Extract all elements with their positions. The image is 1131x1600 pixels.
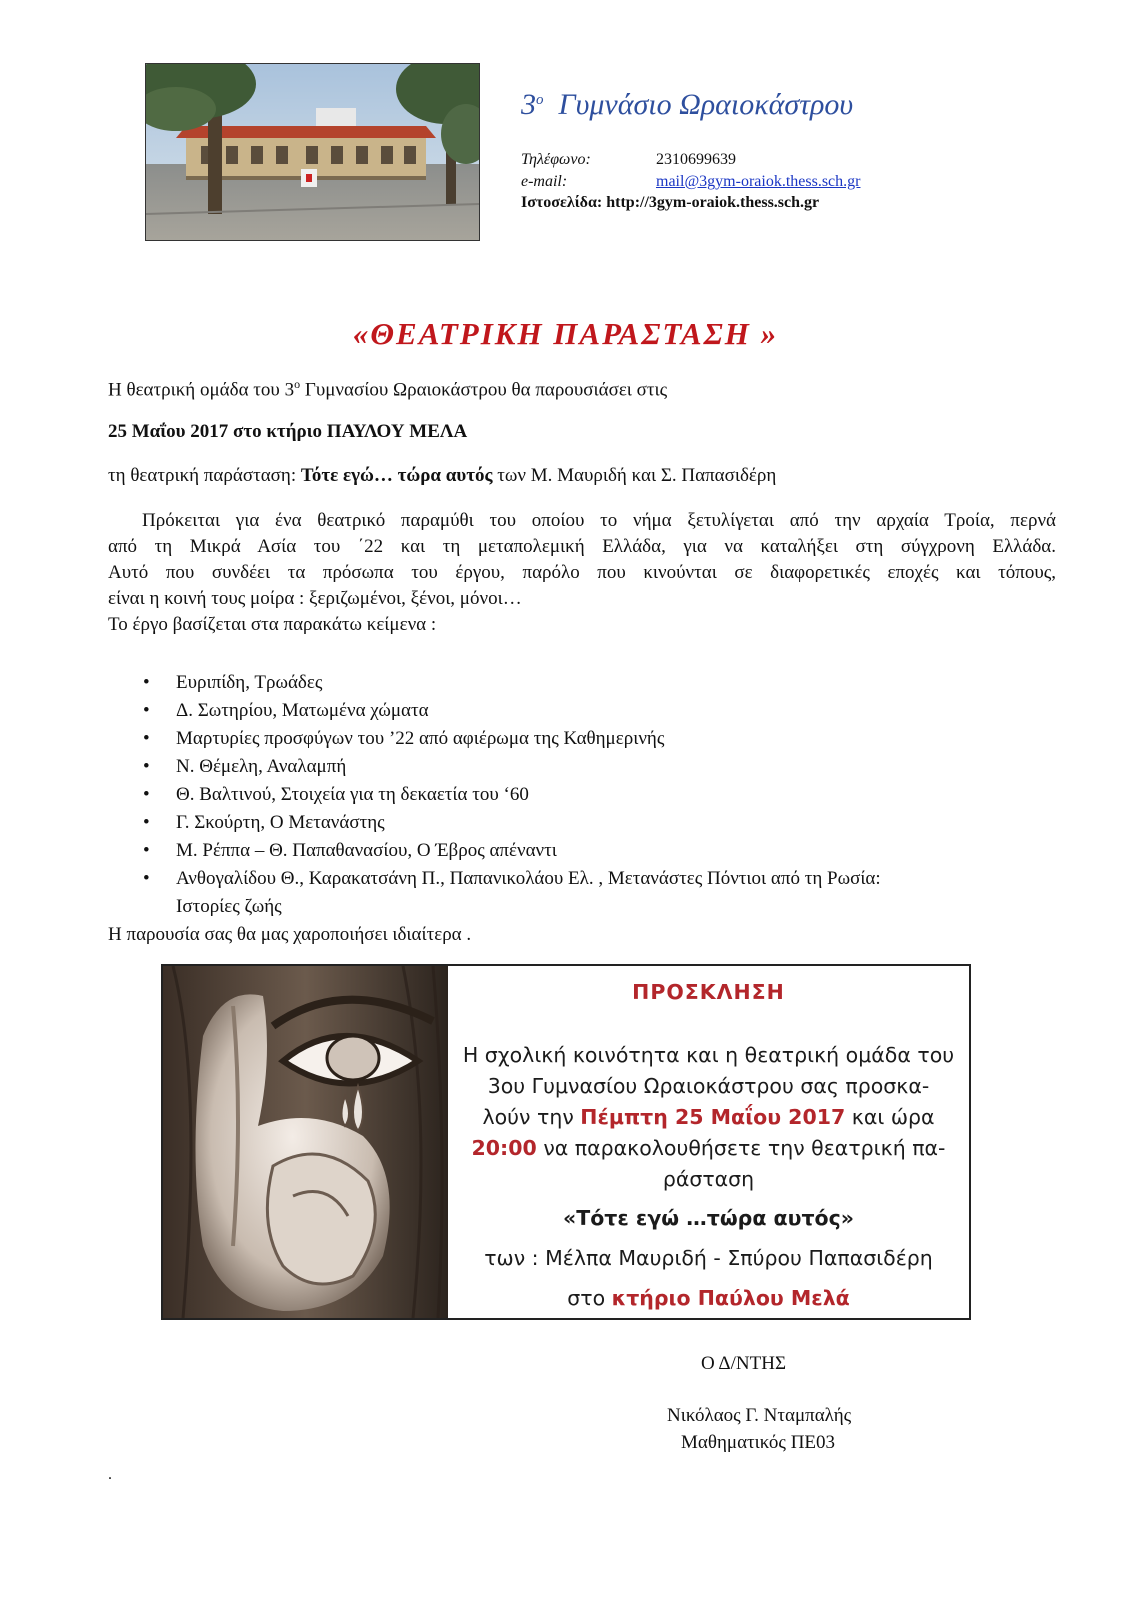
list-item: • Γ. Σκούρτη, Ο Μετανάστης [143, 812, 385, 833]
document-title: «ΘΕΑΤΡΙΚΗ ΠΑΡΑΣΤΑΣΗ » [352, 316, 779, 351]
list-item: • Ευριπίδη, Τρωάδες [143, 672, 323, 693]
contact-phone [521, 151, 736, 169]
invitation-line: 3ου Γυμνασίου Ωραιοκάστρου σας προσκα- [487, 1074, 930, 1098]
list-item-continuation: Ιστορίες ζωής [176, 896, 282, 917]
phone-label: Τηλέφωνο: [521, 151, 591, 168]
invitation-play-title: «Τότε εγώ …τώρα αυτός» [562, 1206, 855, 1230]
venue-name: κτήριο Παύλου Μελά [611, 1286, 850, 1310]
list-item: • Ανθογαλίδου Θ., Καρακατσάνη Π., Παπανικολάου Ελ. , Μετανάστες Πόντιοι από τη Ρωσία: [143, 868, 881, 889]
phone-value: 2310699639 [656, 151, 736, 168]
paragraph-line: είναι η κοινή τους μοίρα : ξεριζωμένοι, ξένοι, μόνοι… [108, 588, 522, 609]
invitation-line: ράσταση [662, 1167, 755, 1191]
signature-role: Μαθηματικός ΠΕ03 [681, 1432, 836, 1453]
invitation-title: ΠΡΟΣΚΛΗΣΗ [632, 980, 785, 1004]
contact-website [521, 194, 819, 212]
list-item: • Μαρτυρίες προσφύγων του ’22 από αφιέρωμα της Καθημερινής [143, 728, 665, 749]
event-time: 20:00 [471, 1136, 537, 1160]
signature-title: Ο Δ/ΝΤΗΣ [701, 1353, 787, 1374]
school-photo [145, 63, 480, 241]
paragraph-line: Το έργο βασίζεται στα παρακάτω κείμενα : [108, 614, 437, 635]
play-title: Τότε εγώ… τώρα αυτός [300, 465, 493, 486]
email-link[interactable]: mail@3gym-oraiok.thess.sch.gr [656, 173, 861, 190]
sources-list [108, 669, 1068, 921]
list-item: • Δ. Σωτηρίου, Ματωμένα χώματα [143, 700, 429, 721]
list-item: • Μ. Ρέππα – Θ. Παπαθανασίου, Ο Έβρος απέναντι [143, 840, 557, 861]
description-paragraph [108, 508, 1056, 638]
invitation-line: Η σχολική κοινότητα και η θεατρική ομάδα του [462, 1043, 955, 1067]
closing-line: Η παρουσία σας θα μας χαροποιήσει ιδιαίτερα . [108, 924, 472, 945]
paragraph-line: Αυτό που συνδέει τα πρόσωπα του έργου, παρόλο που κινούνται σε διαφορετικές εποχές και τόπους, [108, 562, 1056, 583]
contact-email [521, 173, 860, 191]
list-item: • Θ. Βαλτινού, Στοιχεία για τη δεκαετία του ‘60 [143, 784, 529, 805]
trailing-dot: . [108, 1466, 112, 1483]
event-date: Πέμπτη 25 Μαΐου 2017 [580, 1105, 846, 1129]
intro-line-3: τη θεατρική παράσταση: Τότε εγώ… τώρα αυτός των Μ. Μαυριδή και Σ. Παπασιδέρη [108, 465, 777, 486]
website-label: Ιστοσελίδα: [521, 194, 603, 211]
invitation-line: λούν την Πέμπτη 25 Μαΐου 2017 και ώρα [482, 1105, 935, 1129]
invitation-line: 20:00 να παρακολουθήσετε την θεατρική πα- [471, 1136, 946, 1160]
school-name: $3^o$ Γυμνάσιο Ωραιοκάστρου [521, 88, 854, 121]
email-label: e-mail: [521, 173, 568, 190]
list-item: • Ν. Θέμελη, Αναλαμπή [143, 756, 347, 777]
paragraph-line: από τη Μικρά Ασία του ΄22 και τη μεταπολεμική Ελλάδα, για να καταλήξει στη σύγχρονη Ελλάδα. [108, 536, 1056, 557]
paragraph-line: Πρόκειται για ένα θεατρικό παραμύθι του οποίου το νήμα ξετυλίγεται από την αρχαία Τροία, περνά [142, 510, 1056, 531]
invitation-venue: στο κτήριο Παύλου Μελά [567, 1286, 850, 1310]
intro-line-1: Η θεατρική ομάδα του $3^o$ Γυμνασίου Ωραιοκάστρου θα παρουσιάσει στις [108, 377, 668, 401]
signature-name: Νικόλαος Γ. Νταμπαλής [667, 1405, 852, 1426]
website-value: http://3gym-oraiok.thess.sch.gr [606, 194, 820, 211]
tearful-face-artwork [163, 966, 448, 1318]
invitation-authors: των : Μέλπα Μαυριδή - Σπύρου Παπασιδέρη [484, 1246, 933, 1270]
intro-line-2: 25 Μαΐου 2017 στο κτήριο ΠΑΥΛΟΥ ΜΕΛΑ [108, 421, 468, 442]
invitation-box [161, 964, 971, 1320]
